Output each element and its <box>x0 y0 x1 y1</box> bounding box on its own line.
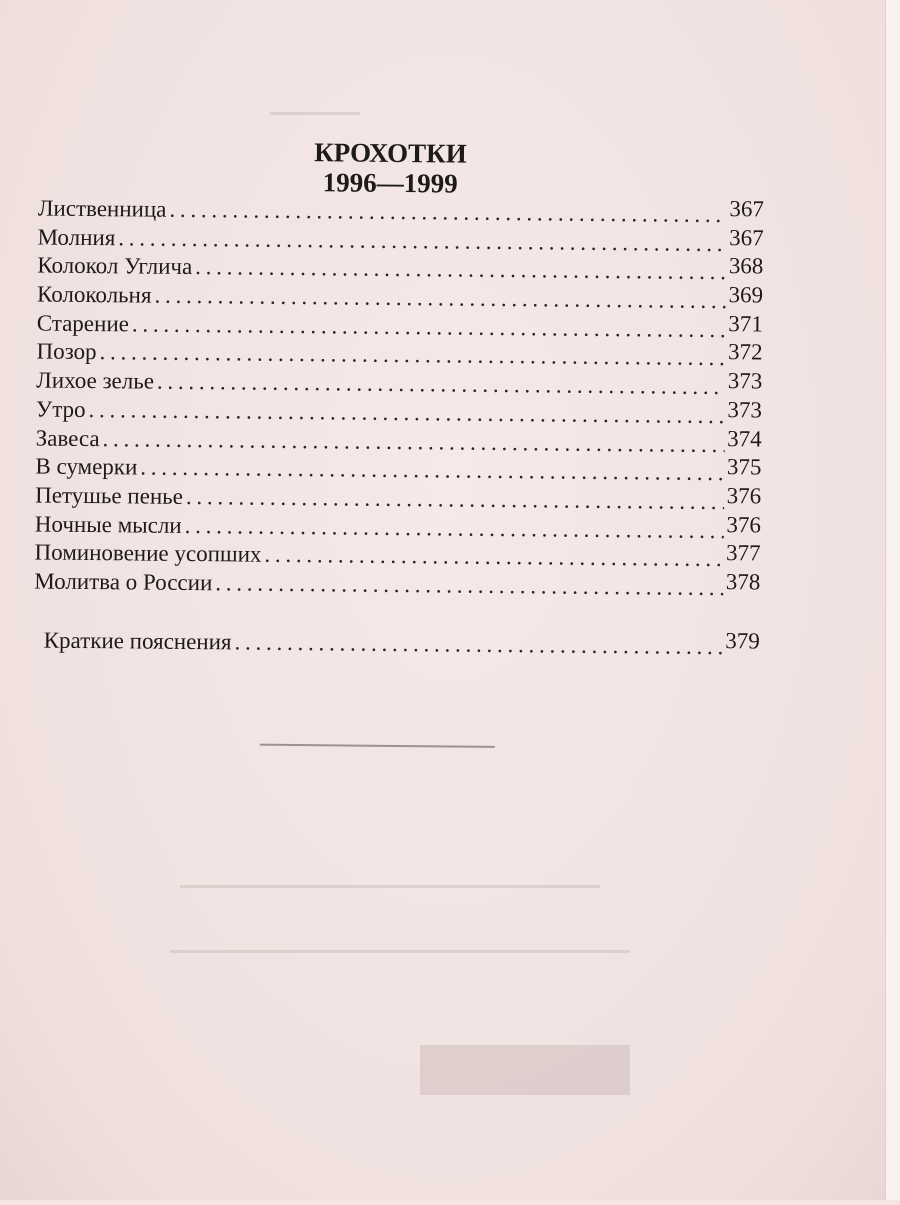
toc-list <box>34 195 764 662</box>
dot-leader <box>169 196 726 229</box>
toc-entry-title: Колокольня <box>36 281 152 308</box>
toc-entry-page: 378 <box>725 569 761 595</box>
toc-entry-page: 374 <box>727 425 762 451</box>
toc-entry-page: 367 <box>729 196 765 222</box>
toc-entry-page: 373 <box>727 368 763 394</box>
toc-entry-title: Молния <box>37 224 116 250</box>
dot-leader <box>185 512 724 545</box>
toc-entry-page: 377 <box>726 540 761 566</box>
toc-entry-page: 376 <box>726 483 762 509</box>
toc-entry-page: 367 <box>729 224 764 251</box>
toc-entry-title: Колокол Углича <box>37 252 193 280</box>
toc-entry-page: 368 <box>728 253 764 279</box>
dot-leader <box>215 569 723 602</box>
dot-leader <box>154 282 725 315</box>
toc-entry-title: В сумерки <box>35 453 138 480</box>
dot-leader <box>186 483 724 516</box>
divider-line <box>260 744 495 748</box>
dot-leader <box>195 253 726 286</box>
toc-entry-title: Поминовение усопших <box>34 539 262 567</box>
toc-entry-page: 376 <box>726 511 762 538</box>
toc-entry-page: 379 <box>725 627 760 654</box>
toc-entry-appendix <box>34 626 760 662</box>
toc-entry-title: Позор <box>36 338 97 365</box>
toc-entry-title: Завеса <box>35 425 100 451</box>
toc-entry-page: 369 <box>728 282 764 308</box>
toc-entry-title: Петушье пенье <box>35 482 184 509</box>
dot-leader <box>264 541 723 573</box>
toc-entry-title: Утро <box>35 396 86 422</box>
toc-entry-page: 373 <box>727 396 763 423</box>
dot-leader <box>234 628 722 661</box>
section-years: 1996—1999 <box>322 167 458 199</box>
dot-leader <box>157 368 725 401</box>
toc-entry-page: 371 <box>728 310 763 337</box>
toc-entry-title: Краткие пояснения <box>43 627 232 655</box>
toc-entry-title: Лиственница <box>37 195 167 222</box>
toc-entry-page: 372 <box>727 339 763 365</box>
section-title: КРОХОТКИ <box>314 137 467 169</box>
toc-entry-title: Старение <box>36 310 130 337</box>
toc-entry-title: Лихое зелье <box>36 367 155 394</box>
toc-entry-page: 375 <box>726 454 762 480</box>
toc-entry-title: Молитва о России <box>34 568 213 596</box>
toc-entry-title: Ночные мысли <box>34 511 182 538</box>
